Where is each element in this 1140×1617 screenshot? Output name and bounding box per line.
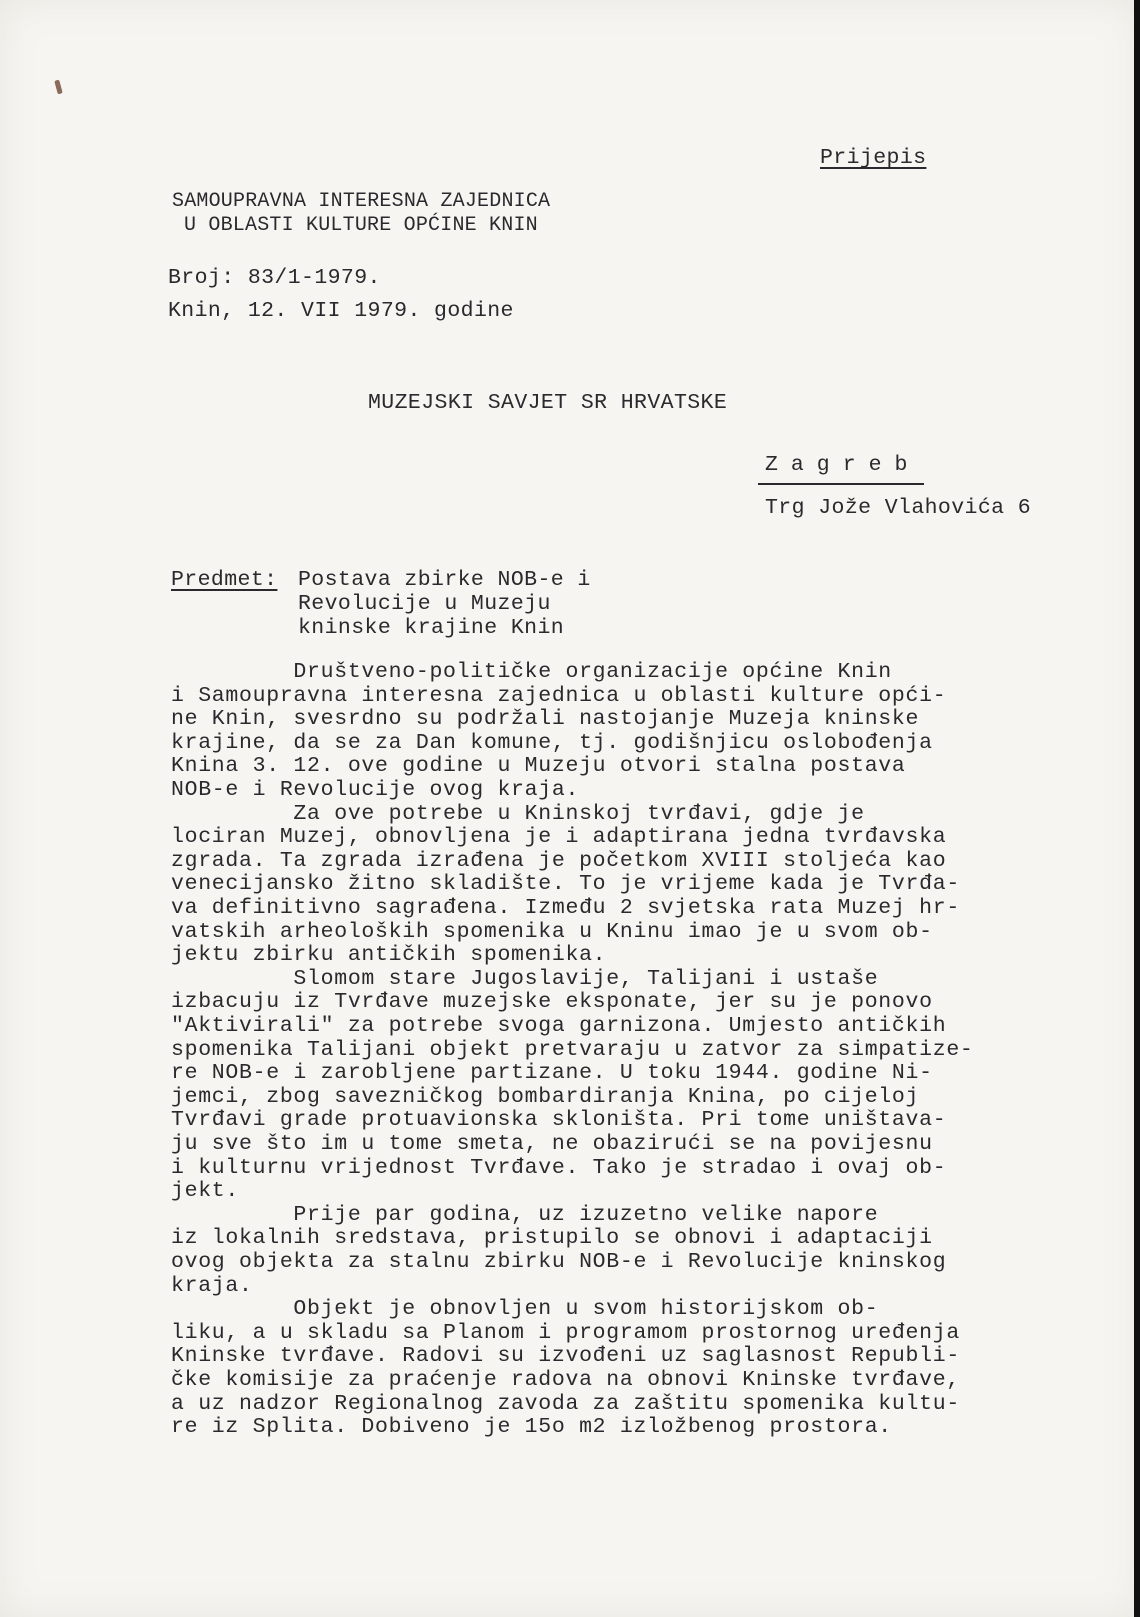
body-line: jekt.	[171, 1179, 240, 1204]
recipient-address: Trg Jože Vlahovića 6	[765, 496, 1032, 520]
body-line: ju sve što im u tome smeta, ne obazirući se na povijesnu	[171, 1132, 933, 1156]
subject-label: Predmet:	[171, 568, 278, 592]
body-line: lociran Muzej, obnovljena je i adaptirana jedna tvrđavska	[171, 825, 947, 850]
subject-line: Postava zbirke NOB-e i	[298, 568, 591, 592]
body-line: Slomom stare Jugoslavije, Talijani i ustaše	[171, 966, 879, 991]
body-line: Knina 3. 12. ove godine u Muzeju otvori stalna postava	[171, 754, 906, 779]
body-line: čke komisije za praćenje radova na obnovi Kninske tvrđave,	[171, 1368, 960, 1392]
recipient-city: Zagreb	[765, 453, 921, 477]
body-line: iz lokalnih sredstava, pristupilo se obnovi i adaptaciji	[171, 1226, 933, 1251]
body-line: zgrada. Ta zgrada izrađena je početkom XVIII stoljeća kao	[171, 848, 947, 873]
body-line: ovog objekta za stalnu zbirku NOB-e i Revolucije kninskog	[171, 1250, 947, 1274]
scan-edge	[1134, 0, 1140, 1617]
body-line: i Samoupravna interesna zajednica u oblasti kulture opći-	[171, 683, 947, 708]
body-line: jemci, zbog savezničkog bombardiranja Knina, po cijeloj	[171, 1084, 920, 1109]
body-line: izbacuju iz Tvrđave muzejske eksponate, jer su je ponovo	[171, 990, 933, 1015]
body-line: spomenika Talijani objekt pretvaraju u zatvor za simpatize-	[171, 1037, 974, 1062]
subject-line: Revolucije u Muzeju	[298, 592, 551, 616]
body-line: Za ove potrebe u Kninskoj tvrđavi, gdje je	[171, 801, 865, 826]
body-line: re iz Splita. Dobiveno je 15o m2 izložbenog prostora.	[171, 1415, 892, 1440]
ink-mark	[54, 80, 62, 95]
recipient-name: MUZEJSKI SAVJET SR HRVATSKE	[368, 391, 728, 415]
city-underline	[758, 483, 924, 485]
sender-line-2: U OBLASTI KULTURE OPĆINE KNIN	[184, 214, 538, 237]
body-line: venecijansko žitno skladište. To je vrijeme kada je Tvrđa-	[171, 872, 960, 897]
document-number: Broj: 83/1-1979.	[168, 266, 381, 290]
body-line: jektu zbirku antičkih spomenika.	[171, 943, 607, 968]
subject-line: kninske krajine Knin	[298, 616, 565, 640]
body-line: Prije par godina, uz izuzetno velike napore	[171, 1202, 879, 1227]
body-line: Kninske tvrđave. Radovi su izvođeni uz saglasnost Republi-	[171, 1344, 960, 1369]
body-line: kraja.	[171, 1273, 253, 1298]
body-line: Društveno-političke organizacije općine Knin	[171, 660, 892, 684]
document-date: Knin, 12. VII 1979. godine	[168, 299, 514, 323]
sender-line-1: SAMOUPRAVNA INTERESNA ZAJEDNICA	[172, 190, 551, 213]
body-line: liku, a u skladu sa Planom i programom prostornog uređenja	[171, 1320, 960, 1345]
body-line: a uz nadzor Regionalnog zavoda za zaštitu spomenika kultu-	[171, 1391, 960, 1416]
body-line: "Aktivirali" za potrebe svoga garnizona. Umjesto antičkih	[171, 1014, 947, 1038]
body-line: NOB-e i Revolucije ovog kraja.	[171, 778, 580, 802]
body-line: va definitivno sagrađena. Između 2 svjetska rata Muzej hr-	[171, 896, 960, 920]
body-line: ne Knin, svesrdno su podržali nastojanje Muzeja kninske	[171, 707, 920, 732]
body-line: Objekt je obnovljen u svom historijskom ob-	[171, 1297, 879, 1322]
body-line: krajine, da se za Dan komune, tj. godišnjicu oslobođenja	[171, 730, 933, 755]
copy-label: Prijepis	[820, 146, 927, 170]
body-line: Tvrđavi grade protuavionska skloništa. Pri tome uništava-	[171, 1108, 947, 1133]
body-line: re NOB-e i zarobljene partizane. U toku 1944. godine Ni-	[171, 1061, 933, 1086]
body-line: vatskih arheoloških spomenika u Kninu imao je u svom ob-	[171, 919, 933, 944]
body-line: i kulturnu vrijednost Tvrđave. Tako je stradao i ovaj ob-	[171, 1155, 947, 1180]
